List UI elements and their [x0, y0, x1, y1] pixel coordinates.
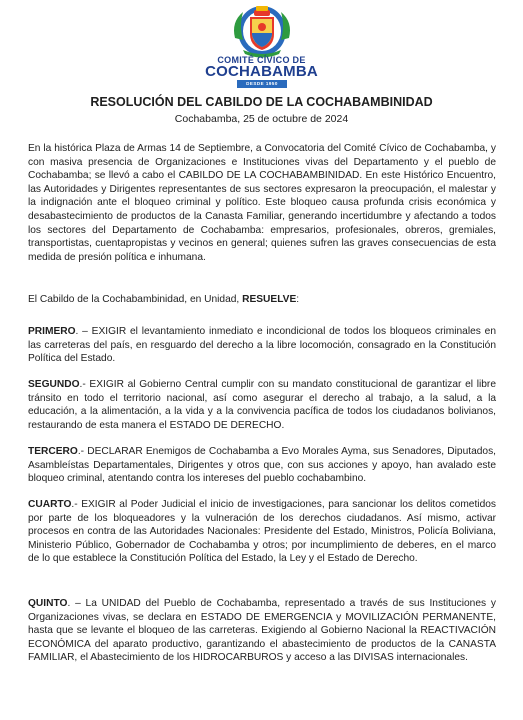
item-label: QUINTO [28, 598, 68, 609]
intro-paragraph: En la histórica Plaza de Armas 14 de Septiembre, a Convocatoria del Comité Cívico de Cochabamba, y con masiva presencia de Organizaciones e Instituciones vivas del Departamento y el pueblo de Cochabamba; se llevó a cabo el CABILDO DE LA COCHABAMBINIDAD. En este Histórico Encuentro, las Autoridades y Dirigentes representantes de sus sectores expresaron la preocupación, el malestar y la indignación ante el bloqueo criminal y político. Este bloqueo causa profunda crisis económica y desabastecimiento de productos de la Canasta Familiar, generando incertidumbre y afectando a todos los sectores del Departamento de Cochabamba: empresarios, profesionales, obreros, gremiales, transportistas, cuentapropistas y vecinos en general; quienes sufren las graves consecuencias de esta medida de presión política e inhumana. [28, 143, 496, 263]
item-label: SEGUNDO [28, 379, 80, 390]
resuelve-line [28, 293, 496, 307]
resuelve-prefix: El Cabildo de la Cochabambinidad, en Unidad, [28, 294, 240, 305]
item-text: . – EXIGIR el levantamiento inmediato e incondicional de todos los bloqueos criminales en las carreteras del país, en resguardo del derecho a la libre locomoción, consagrado en la Constitución Política del Estado. [28, 326, 496, 365]
org-name-line2: COCHABAMBA [205, 63, 318, 80]
item-label: CUARTO [28, 499, 72, 510]
resuelve-keyword: RESUELVE [242, 294, 297, 305]
document-title: RESOLUCIÓN DEL CABILDO DE LA COCHABAMBINIDAD [90, 95, 433, 109]
document-date: Cochabamba, 25 de octubre de 2024 [174, 113, 349, 125]
item-text: .- EXIGIR al Poder Judicial el inicio de investigaciones, para sancionar los delitos cometidos por parte de los bloqueadores y la vulneración de los derechos ciudadanos. Así mismo, activar procesos en contra de las Autoridades Nacionales: Presidente del Estado, Ministros, Policía Boliviana, Ministerio Público, Gobernador de Cochabamba y otros; por incumplimiento de deberes, en el marco de lo que establece la Constitución Política del Estado, la Ley y el Estado de Derecho. [28, 499, 496, 565]
comite-civico-coat-of-arms-logo [221, 4, 303, 60]
item-segundo [28, 378, 496, 432]
item-text: .- DECLARAR Enemigos de Cochabamba a Evo Morales Ayma, sus Senadores, Diputados, Asambleístas Departamentales, Dirigentes y otros que, con sus acciones y apoyo, han avalado este bloqueo criminal, atentando contra los intereses del pueblo cochabambino. [28, 446, 496, 485]
intro-paragraph-block [28, 142, 496, 264]
resuelve-block [28, 293, 496, 307]
since-badge: DESDE 1950 [237, 80, 287, 88]
item-label: TERCERO [28, 446, 78, 457]
item-cuarto [28, 498, 496, 566]
item-label: PRIMERO [28, 326, 76, 337]
resuelve-suffix: : [296, 294, 300, 305]
item-text: .- EXIGIR al Gobierno Central cumplir con su mandato constitucional de garantizar el libre tránsito en todo el territorio nacional, así como asegurar el derecho al trabajo, a la salud, a la educación, a la alimentación, a la vida y a la convivencia pacífica de todos los ciudadanos bolivianos, restaurando de esta manera el ESTADO DE DERECHO. [28, 379, 496, 431]
org-name-line1: COMITÉ CÍVICO DE [217, 55, 306, 65]
item-primero [28, 325, 496, 366]
item-tercero [28, 445, 496, 486]
item-quinto [28, 597, 496, 665]
item-text: . – La UNIDAD del Pueblo de Cochabamba, representado a través de sus Instituciones y Organizaciones vivas, se declara en ESTADO DE EMERGENCIA y MOVILIZACIÓN PERMANENTE, hasta que se levante el bloqueo de las carreteras. Exigiendo al Gobierno Nacional la REACTIVACIÓN ECONÓMICA del aparato productivo, garantizando el abastecimiento de productos de la CANASTA FAMILIAR, el Abastecimiento de los HIDROCARBUROS y acceso a las DIVISAS internacionales. [28, 598, 496, 664]
